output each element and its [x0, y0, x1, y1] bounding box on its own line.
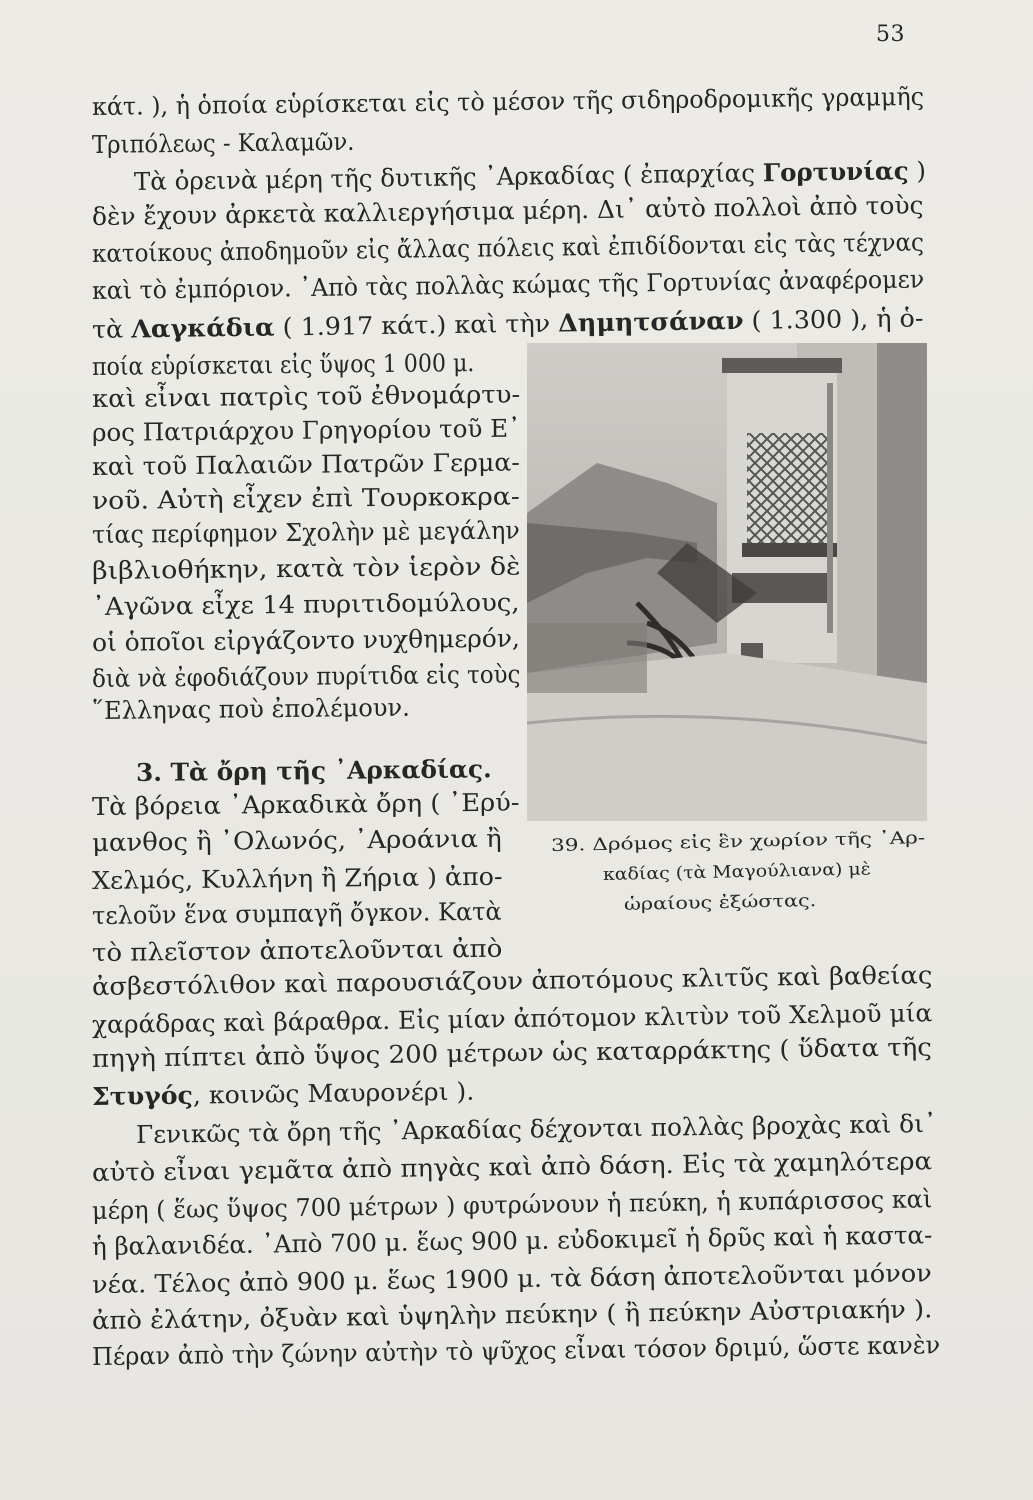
text-line [92, 1258, 932, 1300]
text-segment: ποία εὑρίσκεται εἰς ὕψος 1 000 μ. [91, 347, 475, 381]
text-segment: Χελμός, Κυλλήνη ἢ Ζήρια ) ἀπο- [91, 861, 503, 895]
text-line [92, 516, 520, 550]
page-number: 53 [876, 22, 905, 47]
text-line [92, 588, 520, 622]
text-segment: μέρη ( ἕως ὕψος 700 μέτρων ) φυτρώνουν ἡ πεύκη, ἡ κυπάρισσος καὶ [91, 1184, 933, 1225]
text-line [92, 824, 502, 858]
text-line [134, 156, 926, 197]
bold-term: Δημητσάναν [557, 305, 744, 338]
text-line [92, 82, 924, 122]
text-segment: μανθος ἢ ᾿Ολωνός, ᾿Αροάνια ἢ [91, 823, 502, 857]
text-segment: ) [908, 155, 927, 186]
text-line [92, 303, 924, 345]
text-line [92, 1184, 933, 1226]
text-line [92, 227, 924, 269]
text-segment: Τὰ βόρεια ᾿Αρκαδικὰ ὄρη ( ᾿Ερύ- [91, 787, 520, 821]
text-line [92, 1330, 941, 1372]
text-line [92, 414, 521, 448]
text-segment: ἀσβεστόλιθον καὶ παρουσιάζουν ἀποτόμους κλιτῦς καὶ βαθείας [91, 960, 933, 1001]
text-segment: πηγὴ πίπτει ἀπὸ ὕψος 200 μέτρων ὡς καταρράκτης ( ὕδατα τῆς [91, 1032, 933, 1073]
text-segment: τὸ πλεῖστον ἀποτελοῦνται ἀπὸ [91, 933, 503, 967]
bold-term: Λαγκάδια [131, 312, 275, 344]
text-line [92, 1220, 933, 1262]
bold-term: 3. Τὰ ὄρη τῆς ᾿Αρκαδίας. [135, 754, 492, 787]
text-line [92, 624, 520, 658]
text-line [92, 482, 520, 516]
text-segment: ρος Πατριάρχου Γρηγορίου τοῦ Ε᾿ [91, 413, 521, 447]
text-line [92, 660, 521, 694]
text-segment: καὶ τὸ ἐμπόριον. ᾿Απὸ τὰς πολλὰς κώμας τῆς Γορτυνίας ἀναφέρομεν [91, 264, 925, 305]
text-segment: ( 1.300 ), ἡ ὁ- [743, 303, 924, 335]
text-line [92, 1032, 932, 1074]
text-line [92, 1294, 933, 1336]
text-line [92, 934, 503, 968]
text-line [92, 190, 924, 232]
text-segment: δὲν ἔχουν ἀρκετὰ καλλιεργήσιμα μέρη. Δι᾿ αὐτὸ πολλοὶ ἀπὸ τοὺς [91, 190, 924, 231]
section-heading [136, 754, 492, 788]
text-segment: Γενικῶς τὰ ὄρη τῆς ᾿Αρκαδίας δέχονται πολλὰς βροχὰς καὶ δι᾿ [135, 1108, 937, 1149]
text-segment: νέα. Τέλος ἀπὸ 900 μ. ἕως 1900 μ. τὰ δάση ἀποτελοῦνται μόνον [91, 1258, 932, 1299]
text-segment: βιβλιοθήκην, κατὰ τὸν ἱερὸν δὲ [91, 551, 521, 585]
text-line [92, 897, 502, 931]
text-segment: ( 1.917 κάτ.) καὶ τὴν [274, 308, 559, 342]
text-segment: οἱ ὁποῖοι εἰργάζοντο νυχθημερόν, [91, 623, 521, 657]
text-line [92, 552, 521, 586]
text-segment: νοῦ. Αὐτὴ εἶχεν ἐπὶ Τουρκοκρα- [91, 481, 520, 515]
text-segment: ἀπὸ ἐλάτην, ὀξυὰν καὶ ὑψηλὴν πεύκην ( ἢ πεύκην Αὐστριακήν ). [91, 1294, 933, 1335]
text-line [136, 1109, 937, 1150]
text-segment: καὶ τοῦ Παλαιῶν Πατρῶν Γερμα- [91, 447, 520, 481]
text-segment: Τὰ ὀρεινὰ μέρη τῆς δυτικῆς ᾿Αρκαδίας ( ἐπαρχίας [133, 158, 763, 196]
text-line [92, 1146, 932, 1188]
text-line [92, 788, 520, 822]
text-segment: ἡ βαλανιδέα. ᾿Απὸ 700 μ. ἕως 900 μ. εὐδοκιμεῖ ἡ δρῦς καὶ ἡ καστα- [91, 1220, 933, 1261]
text-segment: τελοῦν ἕνα συμπαγῆ ὄγκον. Κατὰ [91, 896, 502, 930]
text-segment: αὐτὸ εἶναι γεμᾶτα ἀπὸ πηγὰς καὶ ἀπὸ δάση. Εἰς τὰ χαμηλότερα [91, 1146, 933, 1187]
text-segment: διὰ νὰ ἐφοδιάζουν πυρίτιδα εἰς τοὺς [91, 659, 521, 693]
caption-line: 39. Δρόμος εἰς ἓν χωρίον τῆς ᾿Αρ- [550, 828, 926, 856]
text-line [92, 862, 503, 896]
text-segment: ῞Ελληνας ποὺ ἐπολέμουν. [91, 692, 410, 725]
caption-line: ὡραίους ἐξώστας. [623, 890, 817, 915]
bold-term: Στυγός [91, 1080, 194, 1111]
text-segment: κάτ. ), ἡ ὁποία εὑρίσκεται εἰς τὸ μέσον τῆς σιδηροδρομικῆς γραμμῆς [91, 81, 925, 121]
text-segment: ᾿Αγῶνα εἶχε 14 πυριτιδομύλους, [91, 587, 520, 621]
text-line [92, 264, 925, 306]
text-line [92, 1077, 475, 1112]
text-segment: τίας περίφημον Σχολὴν μὲ μεγάλην [91, 515, 520, 549]
text-segment: Πέραν ἀπὸ τὴν ζώνην αὐτὴν τὸ ψῦχος εἶναι τόσον δριμύ, ὥστε κανὲν [91, 1330, 941, 1371]
text-segment: Τριπόλεως - Καλαμῶν. [91, 126, 355, 159]
text-line [92, 348, 475, 382]
text-line [92, 693, 410, 726]
text-segment: καὶ εἶναι πατρὶς τοῦ ἐθνομάρτυ- [91, 379, 521, 413]
bold-term: Γορτυνίας [762, 156, 909, 188]
caption-line: καδίας (τὰ Μαγούλιανα) μὲ [602, 859, 872, 885]
text-line [92, 448, 520, 482]
text-line [92, 127, 355, 160]
text-segment: χαράδρας καὶ βάραθρα. Εἰς μίαν ἀπότομον κλιτὺν τοῦ Χελμοῦ μία [91, 998, 933, 1039]
text-segment: τὰ [91, 314, 132, 344]
text-segment: κατοίκους ἀποδημοῦν εἰς ἄλλας πόλεις καὶ ἐπιδίδονται εἰς τὰς τέχνας [91, 227, 925, 268]
text-segment: , κοινῶς Μαυρονέρι ). [192, 1076, 475, 1110]
text-line [92, 380, 521, 414]
village-street-photo [527, 343, 927, 821]
